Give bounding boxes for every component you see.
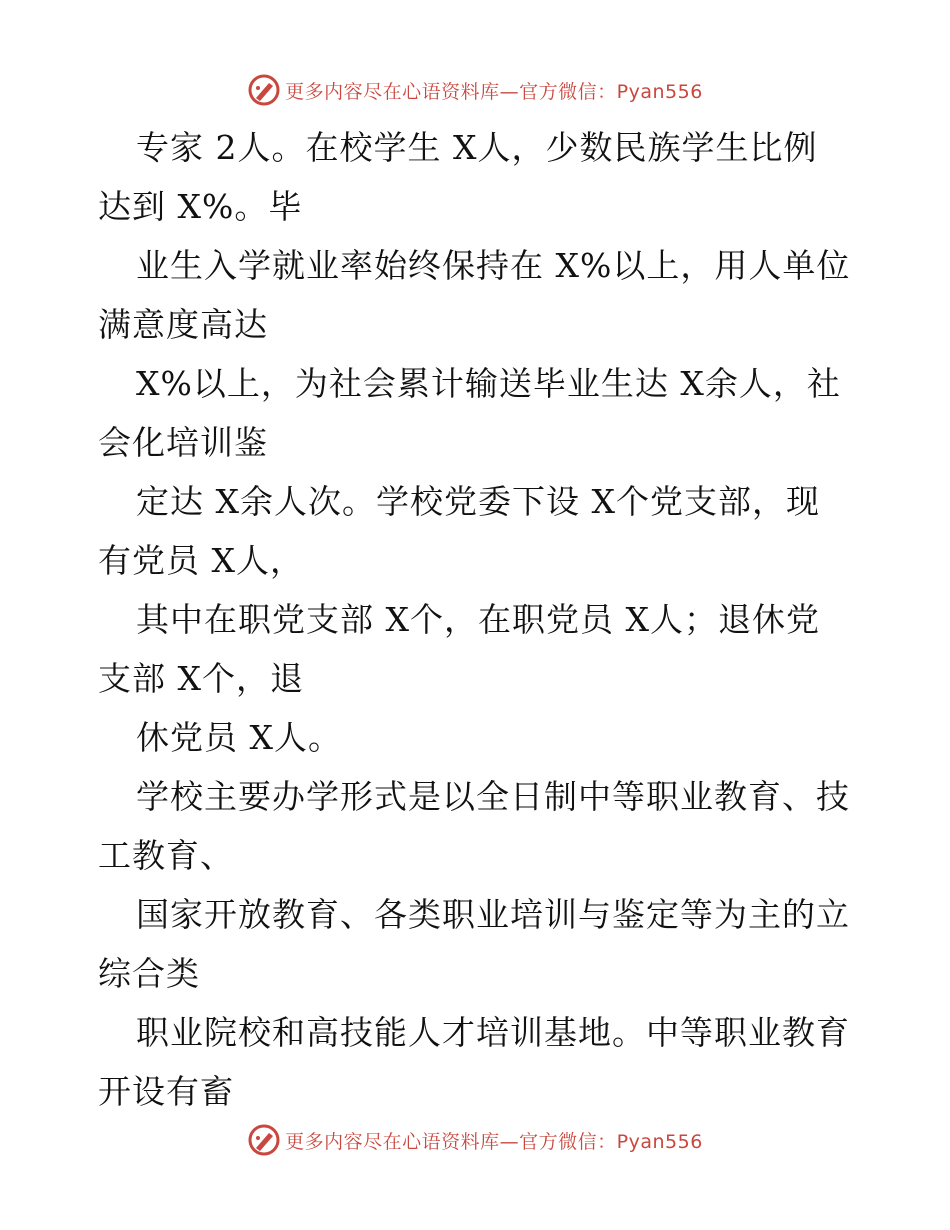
watermark-text: 更多内容尽在心语资料库—官方微信：Pyan556 <box>285 80 703 103</box>
text-line: 开设有畜 <box>98 1072 234 1111</box>
text-line: 业生入学就业率始终保持在 X%以上，用人单位 <box>136 246 851 285</box>
text-line: 国家开放教育、各类职业培训与鉴定等为主的立 <box>136 895 850 934</box>
text-line: 支部 X个，退 <box>98 659 304 698</box>
text-line: 休党员 X人。 <box>136 718 342 757</box>
text-line: 会化培训鉴 <box>98 423 268 462</box>
text-line: 工教育、 <box>98 836 234 875</box>
text-line: 专家 2人。在校学生 X人，少数民族学生比例 <box>136 128 818 167</box>
document-body <box>98 118 858 1121</box>
pen-logo-icon <box>247 1123 281 1157</box>
watermark-text: 更多内容尽在心语资料库—官方微信：Pyan556 <box>285 1130 703 1153</box>
footer-watermark <box>0 1120 950 1160</box>
text-line: 学校主要办学形式是以全日制中等职业教育、技 <box>136 777 850 816</box>
text-line: 达到 X%。毕 <box>98 187 303 226</box>
header-watermark <box>0 70 950 110</box>
text-line: 综合类 <box>98 954 200 993</box>
pen-logo-icon <box>247 73 281 107</box>
text-line: 职业院校和高技能人才培训基地。中等职业教育 <box>136 1013 850 1052</box>
text-line: 其中在职党支部 X个，在职党员 X人；退休党 <box>136 600 820 639</box>
text-line: 满意度高达 <box>98 305 268 344</box>
text-line: 有党员 X人， <box>98 541 304 580</box>
text-line: 定达 X余人次。学校党委下设 X个党支部，现 <box>136 482 820 521</box>
text-line: X%以上，为社会累计输送毕业生达 X余人，社 <box>136 364 841 403</box>
